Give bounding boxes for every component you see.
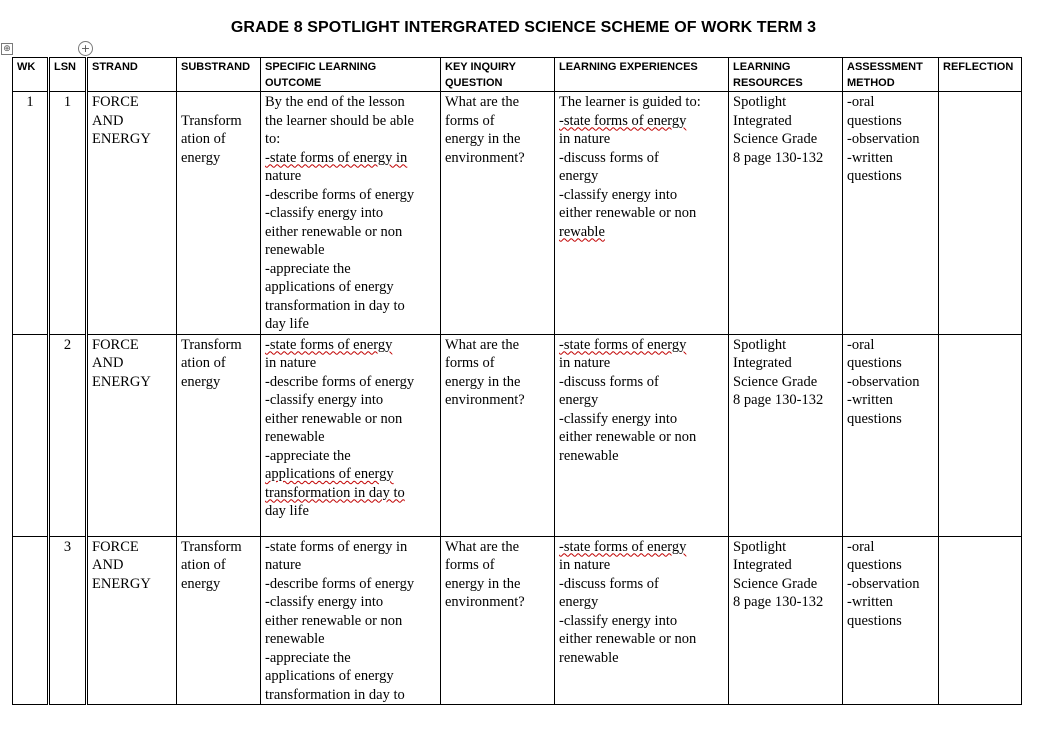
cell-strand-line: ENERGY [92, 575, 151, 592]
cell-substrand[interactable] [177, 92, 261, 335]
cell-substrand-line: Transform [181, 336, 242, 353]
cell-resources-line: Science Grade [733, 131, 818, 147]
header-inquiry[interactable] [441, 58, 555, 92]
cell-experiences-line: renewable [559, 649, 619, 666]
header-resources-label: RESOURCES [733, 77, 803, 89]
cell-experiences-line: energy [559, 168, 599, 184]
cell-resources-line: Integrated [733, 112, 792, 129]
cell-strand[interactable] [87, 536, 177, 705]
table-move-handle-icon[interactable]: ⊕ [1, 43, 13, 55]
cell-outcome-line: By the end of the lesson [265, 94, 405, 110]
cell-outcome-line: -state forms of energy [265, 336, 393, 353]
cell-resources-line: 8 page 130-132 [733, 594, 824, 610]
cell-outcome-line: -describe forms of energy [265, 186, 415, 203]
cell-assessment-line: -observation [847, 575, 920, 592]
cell-strand-line: ENERGY [92, 131, 151, 147]
cell-experiences-line: rewable [559, 223, 605, 240]
header-inquiry-label: KEY INQUIRY [445, 61, 516, 73]
header-wk-label: WK [17, 61, 36, 73]
cell-substrand[interactable] [177, 536, 261, 705]
cell-strand[interactable] [87, 334, 177, 536]
cell-substrand-line: Transform [181, 112, 242, 129]
cell-outcome-line: -classify energy into [265, 392, 384, 408]
cell-experiences-line: in nature [559, 131, 611, 147]
cell-outcome-line: transformation in day to [265, 686, 405, 703]
cell-outcome[interactable] [261, 92, 441, 335]
cell-inquiry-line: environment? [445, 392, 525, 408]
cell-inquiry-line: energy in the [445, 131, 521, 147]
cell-outcome-line: nature [265, 557, 302, 573]
cell-outcome-line: -state forms of energy in [265, 538, 408, 555]
cell-inquiry-line: energy in the [445, 373, 521, 390]
cell-substrand-line: energy [181, 575, 221, 592]
header-substrand[interactable] [177, 58, 261, 92]
cell-outcome-line: applications of energy [265, 279, 394, 295]
cell-experiences-line: -state forms of energy [559, 112, 687, 129]
cell-experiences-line: either renewable or non [559, 429, 697, 445]
header-substrand-label: SUBSTRAND [181, 61, 251, 73]
cell-outcome-line: -describe forms of energy [265, 373, 415, 390]
cell-reflection[interactable] [939, 536, 1022, 705]
cell-inquiry[interactable] [441, 334, 555, 536]
cell-resources[interactable] [729, 334, 843, 536]
cell-outcome-line: in nature [265, 355, 317, 371]
cell-outcome-line: -describe forms of energy [265, 575, 415, 592]
header-reflection-label: REFLECTION [943, 61, 1014, 73]
cell-lsn[interactable]: 3 [49, 536, 87, 705]
cell-experiences-line: -discuss forms of [559, 575, 659, 592]
header-assessment[interactable] [843, 58, 939, 92]
cell-experiences-line: -state forms of energy [559, 538, 687, 555]
cell-assessment[interactable] [843, 92, 939, 335]
cell-strand-line: AND [92, 112, 124, 129]
cell-assessment-line: questions [847, 112, 902, 129]
cell-strand-line: FORCE [92, 538, 139, 555]
header-inquiry-label: QUESTION [445, 77, 503, 89]
cell-resources-line: Spotlight [733, 538, 787, 555]
header-resources-label: LEARNING [733, 61, 791, 73]
cell-assessment-line: -oral [847, 538, 875, 555]
header-wk[interactable] [13, 58, 49, 92]
cell-resources-line: Spotlight [733, 94, 787, 110]
header-outcome[interactable] [261, 58, 441, 92]
cell-reflection[interactable] [939, 334, 1022, 536]
header-resources[interactable] [729, 58, 843, 92]
cell-assessment-line: -oral [847, 336, 875, 353]
cell-outcome-line: -classify energy into [265, 594, 384, 610]
cell-resources[interactable] [729, 92, 843, 335]
cell-resources-line: Spotlight [733, 336, 787, 353]
cell-resources-line: Science Grade [733, 575, 818, 592]
cell-experiences-line: -state forms of energy [559, 336, 687, 353]
cell-assessment-line: -observation [847, 131, 920, 147]
cell-inquiry-line: What are the [445, 94, 520, 110]
cell-outcome-line: transformation in day to [265, 484, 405, 501]
cell-assessment-line: questions [847, 355, 902, 371]
cell-substrand[interactable] [177, 334, 261, 536]
cell-experiences-line: -classify energy into [559, 410, 678, 427]
cell-outcome[interactable] [261, 536, 441, 705]
cell-assessment-line: -observation [847, 373, 920, 390]
header-outcome-label: SPECIFIC LEARNING [265, 61, 377, 73]
cell-experiences-line: -classify energy into [559, 612, 678, 629]
cell-outcome-line: either renewable or non [265, 223, 403, 240]
cell-outcome-line: nature [265, 168, 302, 184]
cell-experiences-line: energy [559, 594, 599, 610]
table-header-row [13, 58, 1022, 92]
cell-experiences-line: The learner is guided to: [559, 94, 701, 110]
cell-outcome-line: to: [265, 131, 281, 147]
cell-experiences-line: -discuss forms of [559, 149, 659, 166]
cell-inquiry-line: energy in the [445, 575, 521, 592]
header-outcome-label: OUTCOME [265, 77, 322, 89]
cell-substrand-line: ation of [181, 355, 226, 371]
cell-substrand-line: energy [181, 149, 221, 166]
cell-outcome-line: renewable [265, 429, 325, 445]
cell-resources-line: Integrated [733, 355, 792, 371]
cell-outcome-line: -appreciate the [265, 649, 351, 666]
cell-experiences-line: in nature [559, 557, 611, 573]
header-strand[interactable] [87, 58, 177, 92]
cell-experiences-line: either renewable or non [559, 631, 697, 647]
cell-outcome-line: renewable [265, 242, 325, 258]
cell-outcome-line: the learner should be able [265, 112, 414, 129]
cell-outcome-line: renewable [265, 631, 325, 647]
cell-experiences-line: in nature [559, 355, 611, 371]
cell-assessment-line: questions [847, 612, 902, 629]
cell-experiences-line: -classify energy into [559, 186, 678, 203]
cell-outcome-line: day life [265, 503, 309, 519]
header-assessment-label: METHOD [847, 77, 895, 89]
cell-inquiry-line: What are the [445, 538, 520, 555]
cell-lsn[interactable]: 1 [49, 92, 87, 335]
cell-assessment[interactable] [843, 536, 939, 705]
scheme-of-work-table [12, 57, 1022, 705]
cell-assessment-line: questions [847, 168, 902, 184]
cell-assessment-line: -written [847, 149, 893, 166]
cell-experiences-line: renewable [559, 447, 619, 464]
cell-reflection[interactable] [939, 92, 1022, 335]
cell-substrand-line: energy [181, 373, 221, 390]
cell-resources-line: 8 page 130-132 [733, 392, 824, 408]
cell-substrand-line: ation of [181, 557, 226, 573]
cell-assessment[interactable] [843, 334, 939, 536]
cell-wk[interactable] [13, 536, 49, 705]
header-lsn[interactable] [49, 58, 87, 92]
cell-experiences-line: -discuss forms of [559, 373, 659, 390]
cell-experiences-line: either renewable or non [559, 205, 697, 221]
cell-resources[interactable] [729, 536, 843, 705]
cell-experiences[interactable] [555, 92, 729, 335]
cell-outcome[interactable] [261, 334, 441, 536]
cell-strand-line: FORCE [92, 94, 139, 110]
cell-experiences[interactable] [555, 536, 729, 705]
cell-assessment-line: questions [847, 410, 902, 427]
cell-assessment-line: -written [847, 594, 893, 610]
cell-inquiry[interactable] [441, 536, 555, 705]
cell-substrand-line [181, 93, 256, 112]
cell-outcome-line: -appreciate the [265, 260, 351, 277]
cell-inquiry[interactable] [441, 92, 555, 335]
cell-inquiry-line: forms of [445, 112, 495, 129]
cell-experiences-line: energy [559, 392, 599, 408]
cell-resources-line: Science Grade [733, 373, 818, 390]
cell-outcome-line: applications of energy [265, 466, 394, 482]
cell-strand-line: AND [92, 355, 124, 371]
cell-outcome-line: -classify energy into [265, 205, 384, 221]
table-row [13, 334, 1022, 536]
cell-lsn[interactable]: 2 [49, 334, 87, 536]
header-experiences[interactable] [555, 58, 729, 92]
cell-outcome-line: either renewable or non [265, 612, 403, 629]
insert-column-icon[interactable]: + [78, 41, 93, 56]
cell-outcome-line: applications of energy [265, 668, 394, 684]
table-row [13, 536, 1022, 705]
table-row [13, 92, 1022, 335]
cell-outcome-line: day life [265, 316, 309, 332]
cell-wk[interactable] [13, 334, 49, 536]
header-assessment-label: ASSESSMENT [847, 61, 923, 73]
cell-wk[interactable]: 1 [13, 92, 49, 335]
cell-assessment-line: questions [847, 557, 902, 573]
header-strand-label: STRAND [92, 61, 138, 73]
cell-strand-line: ENERGY [92, 373, 151, 390]
cell-inquiry-line: forms of [445, 355, 495, 371]
cell-inquiry-line: environment? [445, 594, 525, 610]
cell-substrand-line: Transform [181, 538, 242, 555]
cell-resources-line: 8 page 130-132 [733, 149, 824, 166]
header-experiences-label: LEARNING EXPERIENCES [559, 61, 698, 73]
header-lsn-label: LSN [54, 61, 76, 73]
cell-inquiry-line: environment? [445, 149, 525, 166]
cell-inquiry-line: What are the [445, 336, 520, 353]
cell-resources-line: Integrated [733, 557, 792, 573]
cell-assessment-line: -written [847, 392, 893, 408]
cell-assessment-line: -oral [847, 94, 875, 110]
cell-outcome-line: transformation in day to [265, 297, 405, 314]
cell-strand-line: FORCE [92, 336, 139, 353]
cell-strand[interactable] [87, 92, 177, 335]
cell-inquiry-line: forms of [445, 557, 495, 573]
cell-outcome-line: either renewable or non [265, 410, 403, 427]
cell-experiences[interactable] [555, 334, 729, 536]
header-reflection[interactable] [939, 58, 1022, 92]
cell-outcome-line: -state forms of energy in [265, 149, 408, 166]
document-title: GRADE 8 SPOTLIGHT INTERGRATED SCIENCE SCHEME OF WORK TERM 3 [230, 19, 817, 36]
cell-substrand-line: ation of [181, 131, 226, 147]
cell-strand-line: AND [92, 557, 124, 573]
cell-outcome-line: -appreciate the [265, 447, 351, 464]
